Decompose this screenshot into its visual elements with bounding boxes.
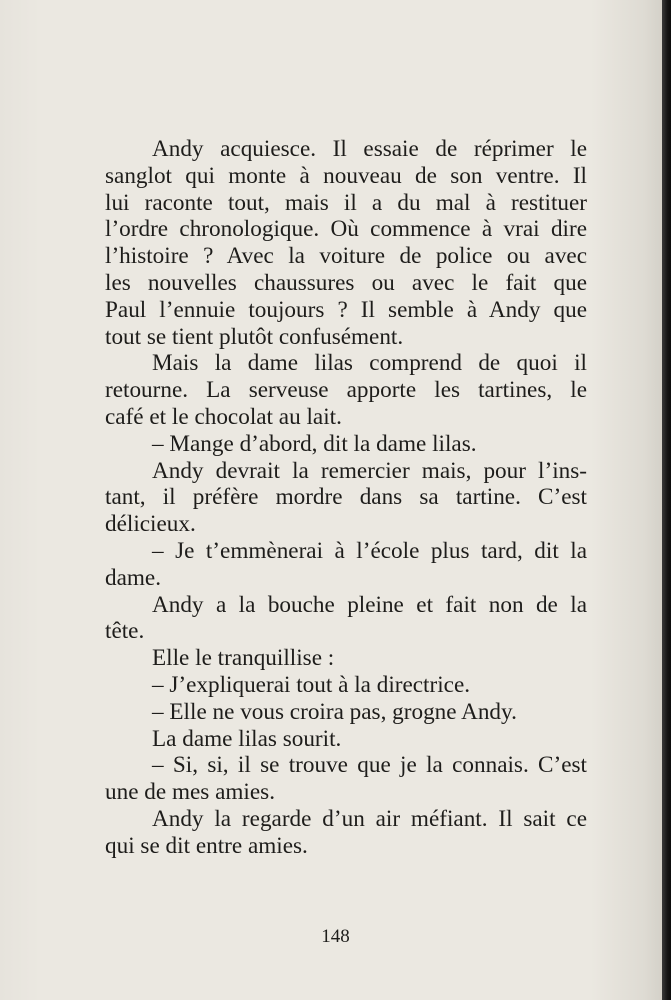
text-line: l’histoire ? Avec la voiture de police ou avec — [105, 243, 587, 270]
text-line: Andy la regarde d’un air méfiant. Il sait ce — [152, 805, 587, 832]
page-edge-shadow — [662, 0, 671, 1000]
text-line: Andy a la bouche pleine et fait non de la — [152, 591, 587, 618]
text-line: tant, il préfère mordre dans sa tartine. C’est — [105, 484, 587, 511]
text-line: tête. — [105, 618, 145, 645]
page-number: 148 — [321, 926, 350, 947]
text-line: qui se dit entre amies. — [105, 832, 308, 859]
body-text — [105, 136, 587, 860]
text-line: Andy acquiesce. Il essaie de réprimer le — [152, 136, 587, 162]
text-line: – J’expliquerai tout à la directrice. — [152, 671, 471, 698]
text-line: Paul l’ennuie toujours ? Il semble à Andy que — [105, 296, 587, 323]
text-line: – Je t’emmènerai à l’école plus tard, dit la — [152, 537, 587, 564]
text-line: Elle le tranquillise : — [152, 645, 335, 672]
text-line: café et le chocolat au lait. — [105, 403, 342, 430]
text-line: l’ordre chronologique. Où commence à vrai dire — [105, 216, 587, 243]
text-line: délicieux. — [105, 511, 196, 538]
text-line: dame. — [105, 564, 162, 591]
text-line: – Elle ne vous croira pas, grogne Andy. — [152, 698, 517, 725]
text-line: Andy devrait la remercier mais, pour l’ins- — [152, 457, 587, 484]
text-line: retourne. La serveuse apporte les tartines, le — [105, 377, 587, 404]
text-line: – Mange d’abord, dit la dame lilas. — [152, 430, 477, 457]
text-line: – Si, si, il se trouve que je la connais. C’est — [152, 752, 587, 779]
text-line: La dame lilas sourit. — [152, 725, 342, 752]
text-line: les nouvelles chaussures ou avec le fait que — [105, 269, 587, 296]
text-line: sanglot qui monte à nouveau de son ventre. Il — [105, 162, 587, 189]
text-line: une de mes amies. — [105, 779, 275, 806]
text-line: Mais la dame lilas comprend de quoi il — [152, 350, 587, 377]
text-line: lui raconte tout, mais il a du mal à restituer — [105, 189, 587, 216]
text-line: tout se tient plutôt confusément. — [105, 323, 404, 350]
